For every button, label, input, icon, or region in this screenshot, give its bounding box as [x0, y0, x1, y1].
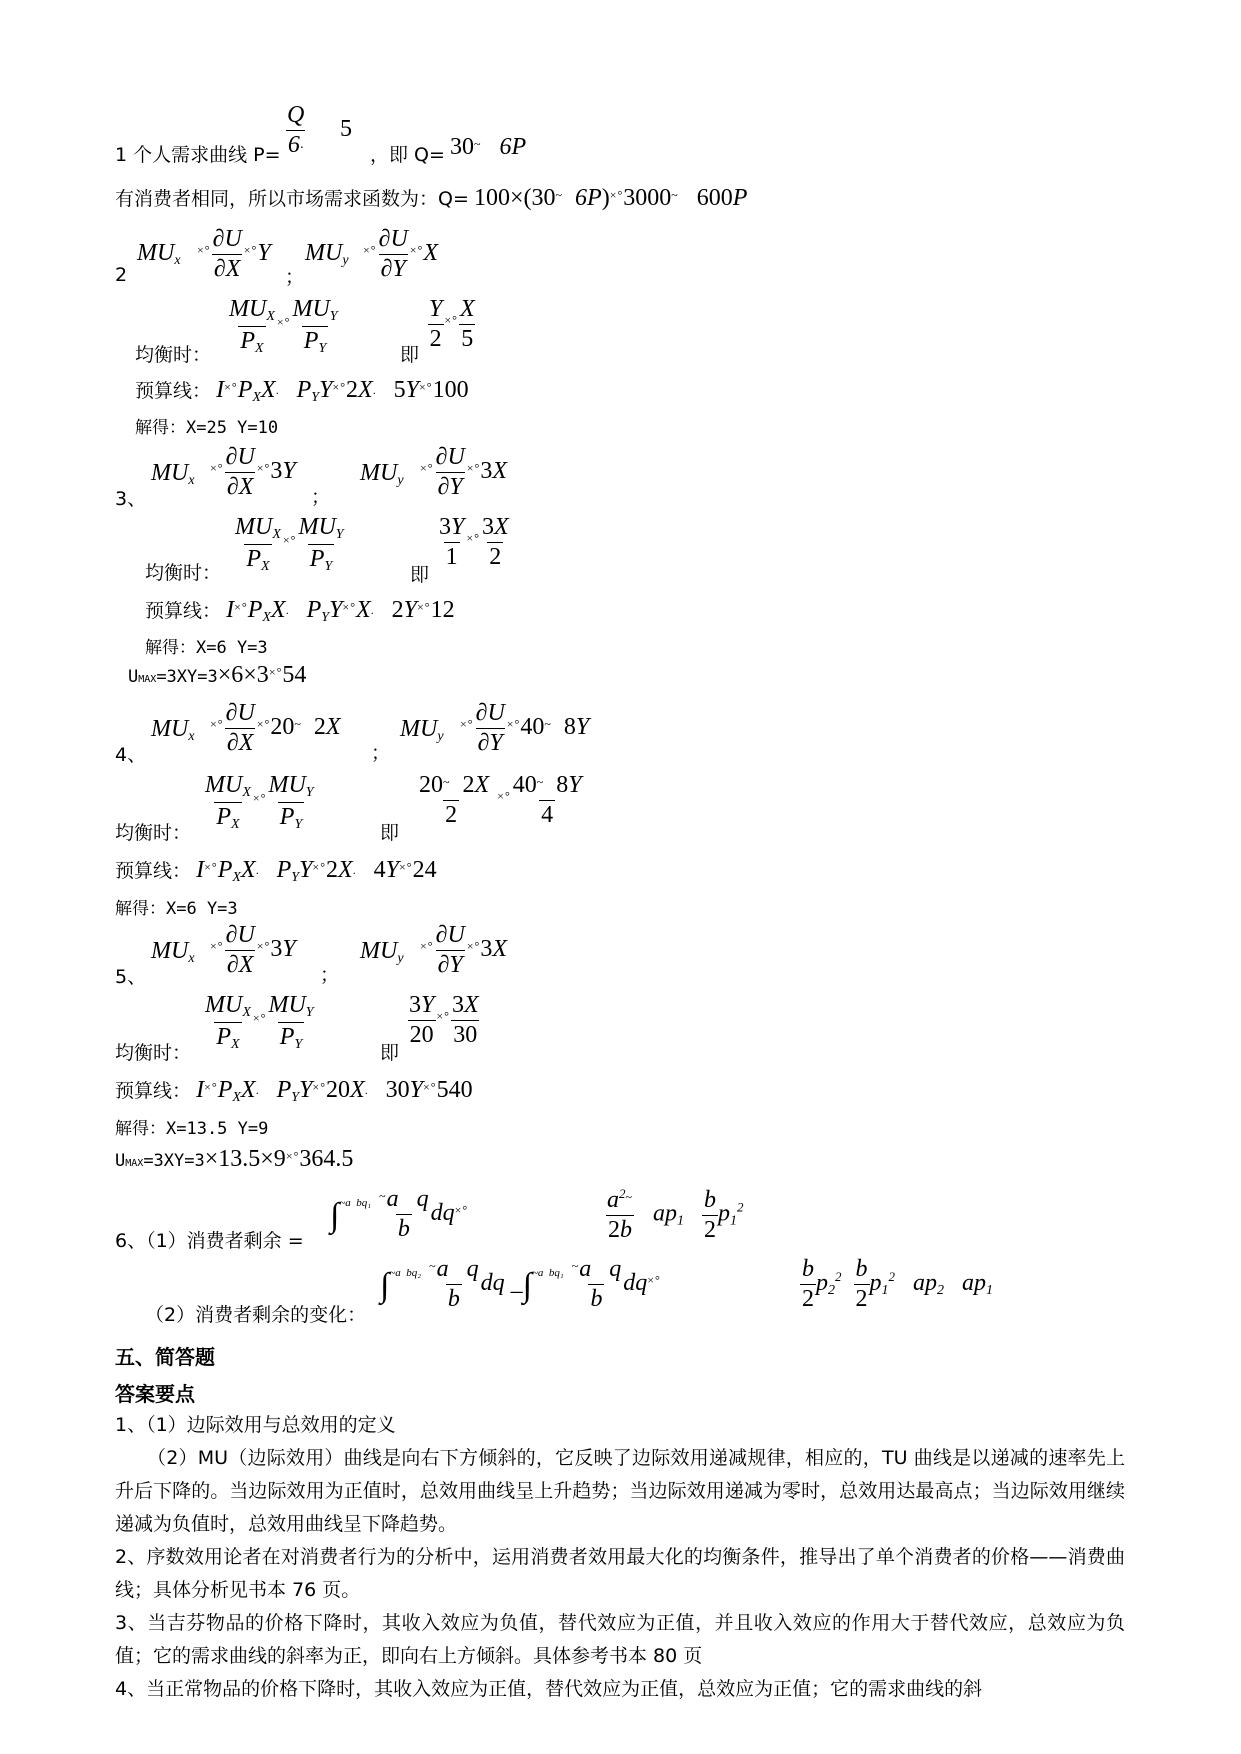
q3-equilibrium-label: 均衡时：: [145, 562, 222, 584]
section-title: 五、简答题: [115, 1345, 215, 1369]
q2-budget-label: 预算线：: [135, 380, 212, 402]
q3-ji: 即: [410, 564, 430, 586]
answer-2: 2、序数效用论者在对消费者行为的分析中，运用消费者效用最大化的均衡条件，推导出了单个消费者的价格——消费曲线；具体分析见书本 76 页。: [115, 1546, 1125, 1601]
answer-4: 4、当正常物品的价格下降时，其收入效应为正值，替代效应为正值，总效应为正值；它的需求曲线的斜: [115, 1678, 983, 1700]
q3-solution: 解得：X=6 Y=3: [145, 638, 268, 658]
q5-budget-label: 预算线：: [115, 1080, 192, 1102]
q5-semicolon: ；: [320, 964, 340, 986]
q1-line2-prefix: 有消费者相同，所以市场需求函数为：Q=: [115, 188, 469, 210]
q3-number: 3、: [115, 488, 147, 510]
q4-ratio: $\frac{20^\sim 2X}{2}$ ×° $\frac{40^\sim 8Y}{4}$: [419, 772, 582, 828]
q2-budget: [135, 376, 469, 406]
section-subtitle: 答案要点: [115, 1382, 195, 1406]
q2-muy-expr: ×° $\frac{\partial U}{\partial Y}$ ×°X: [363, 226, 439, 282]
q4-mux-expr: ×° $\frac{\partial U}{\partial X}$ ×°20~ 2X: [210, 700, 341, 756]
q2-ji: 即: [400, 344, 420, 366]
q2-muy: $MU_y$: [305, 240, 349, 268]
q6-part1-integral: ∫$^{\sim a bq_1}$ $\frac{^\sim a q}{b}$ dq×°: [330, 1186, 469, 1242]
q3-semicolon: ；: [311, 486, 331, 508]
q3-mux: $MU_x$: [151, 460, 195, 488]
q1-market-demand: 100×(30~ 6P)×°3000~ 600P: [473, 185, 748, 211]
q5-mux-expr: ×° $\frac{\partial U}{\partial X}$ ×°3Y: [210, 922, 296, 978]
q5-equilibrium-expr: $\frac{MU_X}{P_X}$ ×° $\frac{MU_Y}{P_Y}$: [205, 992, 314, 1052]
q3-budget-expr: $I^{\times^\circ}P_XX\cdot P_YY^{\times^\circ}X\cdot$ 2Y×°12: [226, 597, 455, 625]
q5-budget-expr: $I^{\times^\circ}P_XX\cdot P_YY^{\times^\circ}20X\cdot$ 30Y×°540: [196, 1077, 473, 1105]
q5-mux: $MU_x$: [151, 938, 195, 966]
q5-muy: $MU_y$: [360, 938, 404, 966]
answer-1b: （2）MU（边际效用）曲线是向右下方倾斜的，它反映了边际效用递减规律，相应的，TU 曲线是以递减的速率先上升后下降的。当边际效用为正值时，总效用曲线呈上升趋势；当边际效用递减为零时，总效用达最高点；当边际效用继续递减为负值时，总效用曲线呈下降趋势。: [115, 1447, 1125, 1535]
q3-budget-label: 预算线：: [145, 600, 222, 622]
q2-equilibrium-label: 均衡时：: [135, 344, 212, 366]
q6-part1-result: $\frac{a^{2\sim}}{2b}$ $ap_1$ $\frac{b}{2}$ $p_1^2$: [607, 1186, 744, 1243]
q4-mux: $MU_x$: [151, 716, 195, 744]
q4-muy-expr: ×° $\frac{\partial U}{\partial Y}$ ×°40~ 8Y: [460, 700, 590, 756]
q4-number: 4、: [115, 744, 147, 766]
q3-ratio: $\frac{3Y}{1}$ ×° $\frac{3X}{2}$: [439, 514, 509, 570]
q4-budget-label: 预算线：: [115, 860, 192, 882]
q5-umax-expr: ×13.5×9×°364.5: [204, 1146, 354, 1172]
q2-ratio: $\frac{Y}{2}$ ×° $\frac{X}{5}$: [429, 296, 475, 352]
q5-ji: 即: [380, 1042, 400, 1064]
q2-semicolon: ；: [285, 266, 305, 288]
q1-line1-mid: ，即 Q=: [370, 144, 445, 166]
q4-budget-expr: $I^{\times^\circ}P_XX\cdot P_YY^{\times^\circ}2X\cdot$ 4Y×°24: [196, 857, 437, 885]
q2-solution: 解得：X=25 Y=10: [135, 418, 279, 438]
q3-equilibrium-expr: $\frac{MU_X}{P_X}$ ×° $\frac{MU_Y}{P_Y}$: [235, 514, 344, 574]
q6-part2-result: $\frac{b}{2}$ $p_2^2$ $\frac{b}{2}$ $p_1^2$ $ap_2$ $ap_1$: [802, 1256, 993, 1312]
q3-umax-label: UMAX=3XY=3: [128, 667, 218, 687]
q4-equilibrium-expr: $\frac{MU_X}{P_X}$ ×° $\frac{MU_Y}{P_Y}$: [205, 772, 314, 832]
q3-muy-expr: ×° $\frac{\partial U}{\partial Y}$ ×°3X: [420, 444, 508, 500]
q6-part1: [115, 1186, 1125, 1256]
q3-mux-expr: ×° $\frac{\partial U}{\partial X}$ ×°3Y: [210, 444, 296, 500]
q6-part1-label: 6、（1）消费者剩余 =: [115, 1230, 304, 1252]
q1-fraction: $\frac{Q}{6\cdot}$: [287, 102, 305, 158]
q5-umax: [115, 1146, 353, 1173]
q6-part2-integrals: ∫$^{\sim a bq_2}$ $\frac{^\sim a q}{b}$ dq _∫$^{\sim a bq_1}$ $\frac{^\sim a q}{b}$ dq×°: [380, 1256, 661, 1312]
q1-line1-prefix: 1 个人需求曲线 P=: [115, 144, 281, 166]
q3-budget: [145, 596, 455, 626]
q4-ji: 即: [380, 822, 400, 844]
q5-number: 5、: [115, 966, 147, 988]
q2-mux: $MU_x$: [137, 240, 181, 268]
q5-umax-label: UMAX=3XY=3: [115, 1151, 205, 1171]
q2-equilibrium-expr: $\frac{MU_X}{P_X}$ ×° $\frac{MU_Y}{P_Y}$: [229, 296, 338, 356]
q4-muy: $MU_y$: [400, 716, 444, 744]
q5-budget: [115, 1076, 473, 1106]
q2-number: 2: [115, 264, 128, 286]
q2-budget-expr: $I^{\times^\circ}P_XX\cdot P_YY^{\times^\circ}2X\cdot$ 5Y×°100: [216, 377, 469, 405]
q5-ratio: $\frac{3Y}{20}$ ×° $\frac{3X}{30}$: [409, 992, 479, 1048]
q3-umax: [128, 662, 306, 689]
q5-equilibrium-label: 均衡时：: [115, 1042, 192, 1064]
q4-equilibrium-label: 均衡时：: [115, 822, 192, 844]
answer-1a: 1、（1）边际效用与总效用的定义: [115, 1414, 396, 1436]
q4-budget: [115, 856, 437, 886]
q5-solution: 解得：X=13.5 Y=9: [115, 1119, 269, 1139]
answer-3: 3、当吉芬物品的价格下降时，其收入效应为负值，替代效应为正值，并且收入效应的作用大于替代效应，总效应为负值；它的需求曲线的斜率为正，即向右上方倾斜。具体参考书本 80 页: [115, 1612, 1125, 1667]
q1-q-expr: 30~ 6P: [450, 134, 527, 160]
q1-line2: [115, 184, 747, 212]
q6-part2: [115, 1256, 1125, 1332]
q2-mux-expr: ×° $\frac{\partial U}{\partial X}$ ×°Y: [197, 226, 271, 282]
q3-umax-expr: ×6×3×°54: [217, 662, 307, 688]
q4-semicolon: ；: [371, 742, 391, 764]
q1-five: 5: [340, 116, 352, 142]
q5-muy-expr: ×° $\frac{\partial U}{\partial Y}$ ×°3X: [420, 922, 508, 978]
q3-muy: $MU_y$: [360, 460, 404, 488]
q6-part2-label: （2）消费者剩余的变化：: [145, 1304, 367, 1326]
q4-solution: 解得：X=6 Y=3: [115, 899, 238, 919]
